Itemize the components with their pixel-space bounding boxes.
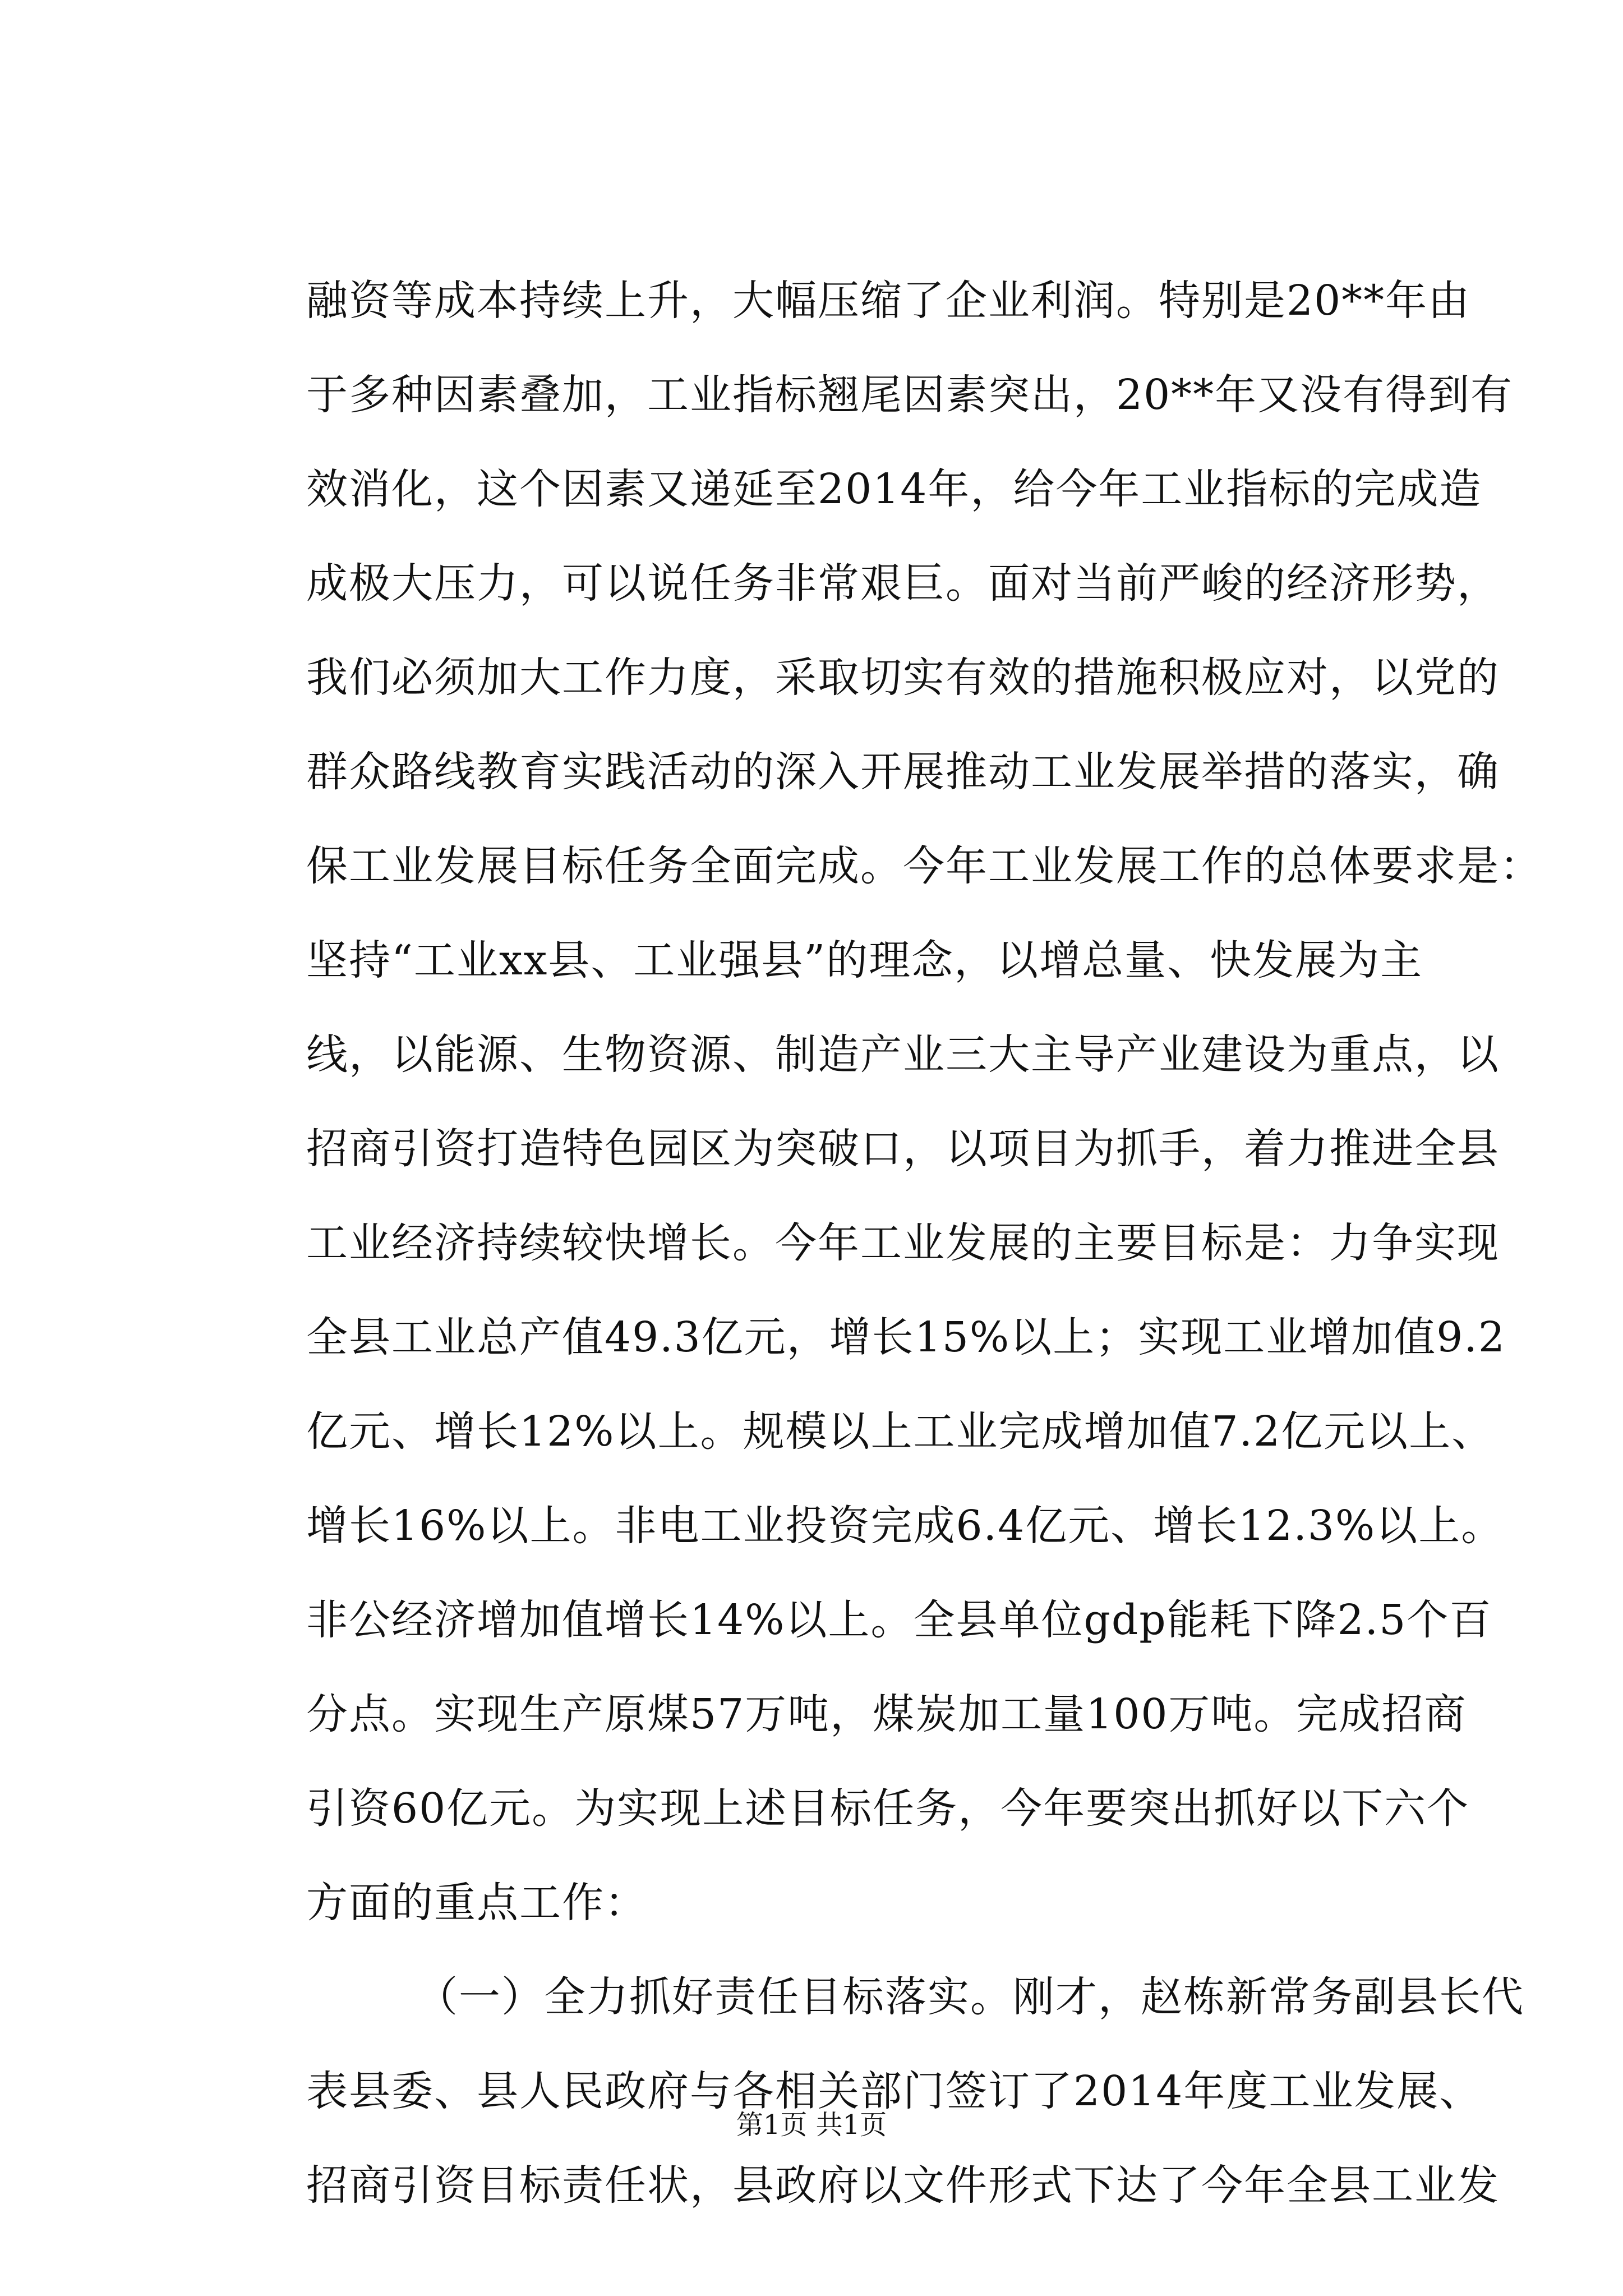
text-line: 坚持“工业xx县、工业强县”的理念，以增总量、快发展为主: [306, 936, 1423, 984]
text-line: 招商引资目标责任状，县政府以文件形式下达了今年全县工业发: [306, 2161, 1500, 2210]
text-line: 线，以能源、生物资源、制造产业三大主导产业建设为重点，以: [306, 1030, 1500, 1079]
text-line: 分点。实现生产原煤57万吨，煤炭加工量100万吨。完成招商: [306, 1690, 1467, 1738]
text-line: 引资60亿元。为实现上述目标任务，今年要突出抓好以下六个: [306, 1784, 1470, 1833]
text-line: 表县委、县人民政府与各相关部门签订了2014年度工业发展、: [306, 2067, 1482, 2115]
text-line: 效消化，这个因素又递延至2014年，给今年工业指标的完成造: [306, 465, 1482, 513]
text-line: 方面的重点工作：: [306, 1879, 647, 1927]
document-body: [306, 254, 1542, 2233]
text-line: 亿元、增长12%以上。规模以上工业完成增加值7.2亿元以上、: [306, 1407, 1495, 1456]
text-line: 工业经济持续较快增长。今年工业发展的主要目标是：力争实现: [306, 1219, 1500, 1267]
text-line: 非公经济增加值增长14%以上。全县单位gdp能耗下降2.5个百: [306, 1596, 1492, 1644]
text-line: 招商引资打造特色园区为突破口，以项目为抓手，着力推进全县: [306, 1125, 1500, 1173]
text-line: 增长16%以上。非电工业投资完成6.4亿元、增长12.3%以上。: [306, 1502, 1504, 1550]
text-line: 成极大压力，可以说任务非常艰巨。面对当前严峻的经济形势，: [306, 559, 1500, 608]
text-line: 于多种因素叠加，工业指标翘尾因素突出，20**年又没有得到有: [306, 371, 1514, 419]
text-line: 融资等成本持续上升，大幅压缩了企业利润。特别是20**年由: [306, 277, 1471, 325]
page-number-footer: 第1页 共1页: [736, 2109, 887, 2141]
text-line: 我们必须加大工作力度，采取切实有效的措施积极应对，以党的: [306, 654, 1500, 702]
text-line: 保工业发展目标任务全面完成。今年工业发展工作的总体要求是：: [306, 842, 1542, 890]
text-line: 群众路线教育实践活动的深入开展推动工业发展举措的落实，确: [306, 748, 1500, 796]
text-line: 全县工业总产值49.3亿元，增长15%以上；实现工业增加值9.2: [306, 1313, 1506, 1361]
section-heading-line: （一）全力抓好责任目标落实。刚才，赵栋新常务副县长代: [416, 1973, 1524, 2021]
